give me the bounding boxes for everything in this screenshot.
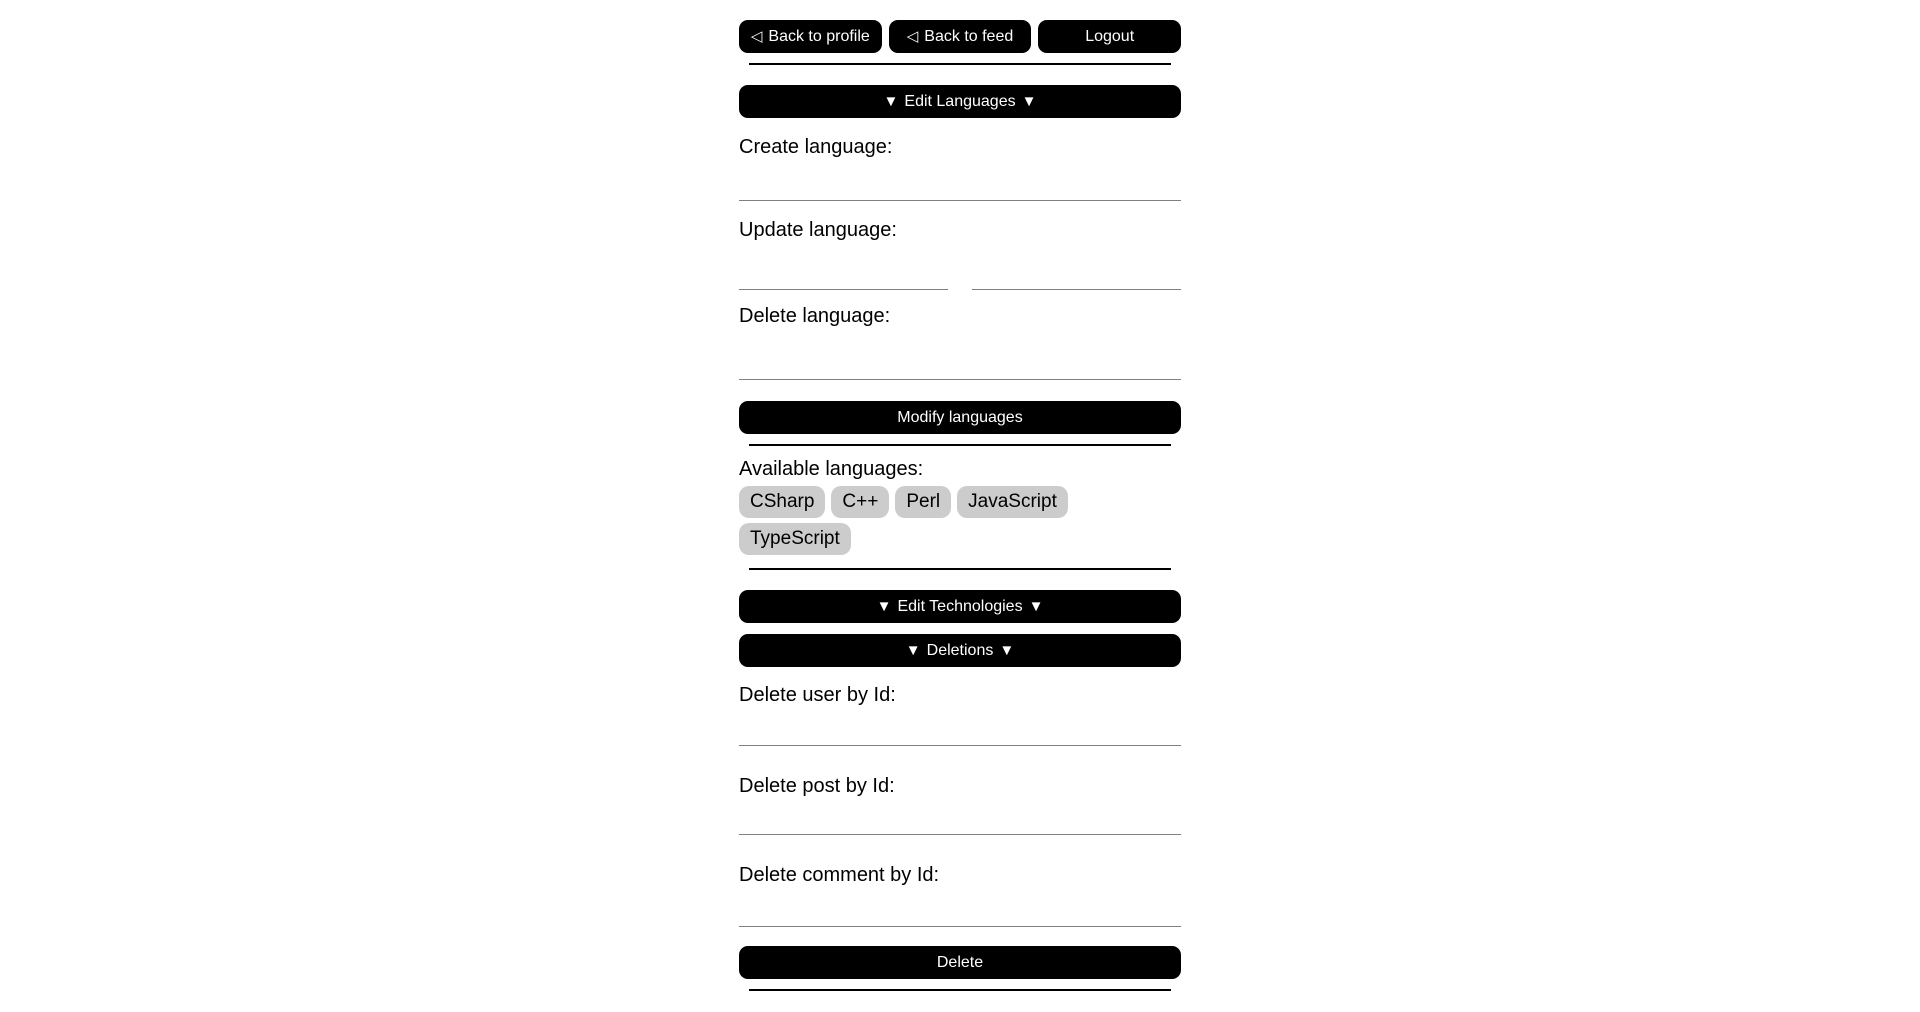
delete-comment-input[interactable] [739,887,1181,927]
back-to-feed-label: Back to feed [924,27,1014,45]
available-languages-list [739,486,1181,555]
update-language-label: Update language: [739,219,897,241]
back-arrow-icon: ◁ [906,28,919,45]
modify-languages-button[interactable] [739,401,1181,434]
delete-user-label: Delete user by Id: [739,684,896,706]
chevron-down-icon: ▼ [905,642,921,659]
modify-languages-label: Modify languages [897,408,1023,426]
delete-language-input[interactable] [739,328,1181,380]
divider [749,63,1171,65]
delete-language-label: Delete language: [739,305,891,327]
available-languages-label: Available languages: [739,458,924,480]
divider [749,444,1171,446]
edit-technologies-label: Edit Technologies [897,597,1023,615]
language-tag: TypeScript [739,523,851,555]
edit-languages-toggle[interactable] [739,85,1181,118]
chevron-down-icon: ▼ [1028,598,1044,615]
language-tag: Perl [895,486,951,518]
update-language-new-input[interactable] [972,252,1181,290]
delete-comment-label: Delete comment by Id: [739,864,940,886]
update-language-row [739,252,1181,290]
create-language-input[interactable] [739,159,1181,201]
logout-button[interactable] [1038,20,1181,53]
edit-technologies-toggle[interactable] [739,590,1181,623]
deletions-toggle[interactable] [739,634,1181,667]
back-to-profile-label: Back to profile [768,27,870,45]
delete-post-input[interactable] [739,798,1181,835]
chevron-down-icon: ▼ [876,598,892,615]
create-language-label: Create language: [739,136,893,158]
delete-user-input[interactable] [739,707,1181,746]
divider [749,989,1171,991]
admin-panel [739,0,1181,991]
edit-languages-label: Edit Languages [904,92,1016,110]
update-language-old-input[interactable] [739,252,948,290]
back-arrow-icon: ◁ [750,28,763,45]
back-to-feed-button[interactable] [889,20,1032,53]
chevron-down-icon: ▼ [1021,93,1037,110]
delete-post-label: Delete post by Id: [739,775,895,797]
delete-button-label: Delete [936,953,984,971]
delete-button[interactable] [739,946,1181,979]
language-tag: JavaScript [957,486,1068,518]
divider [749,568,1171,570]
deletions-label: Deletions [926,641,994,659]
chevron-down-icon: ▼ [999,642,1015,659]
chevron-down-icon: ▼ [883,93,899,110]
logout-label: Logout [1085,27,1135,45]
language-tag: C++ [831,486,889,518]
language-tag: CSharp [739,486,825,518]
top-nav-row [739,20,1181,53]
back-to-profile-button[interactable] [739,20,882,53]
